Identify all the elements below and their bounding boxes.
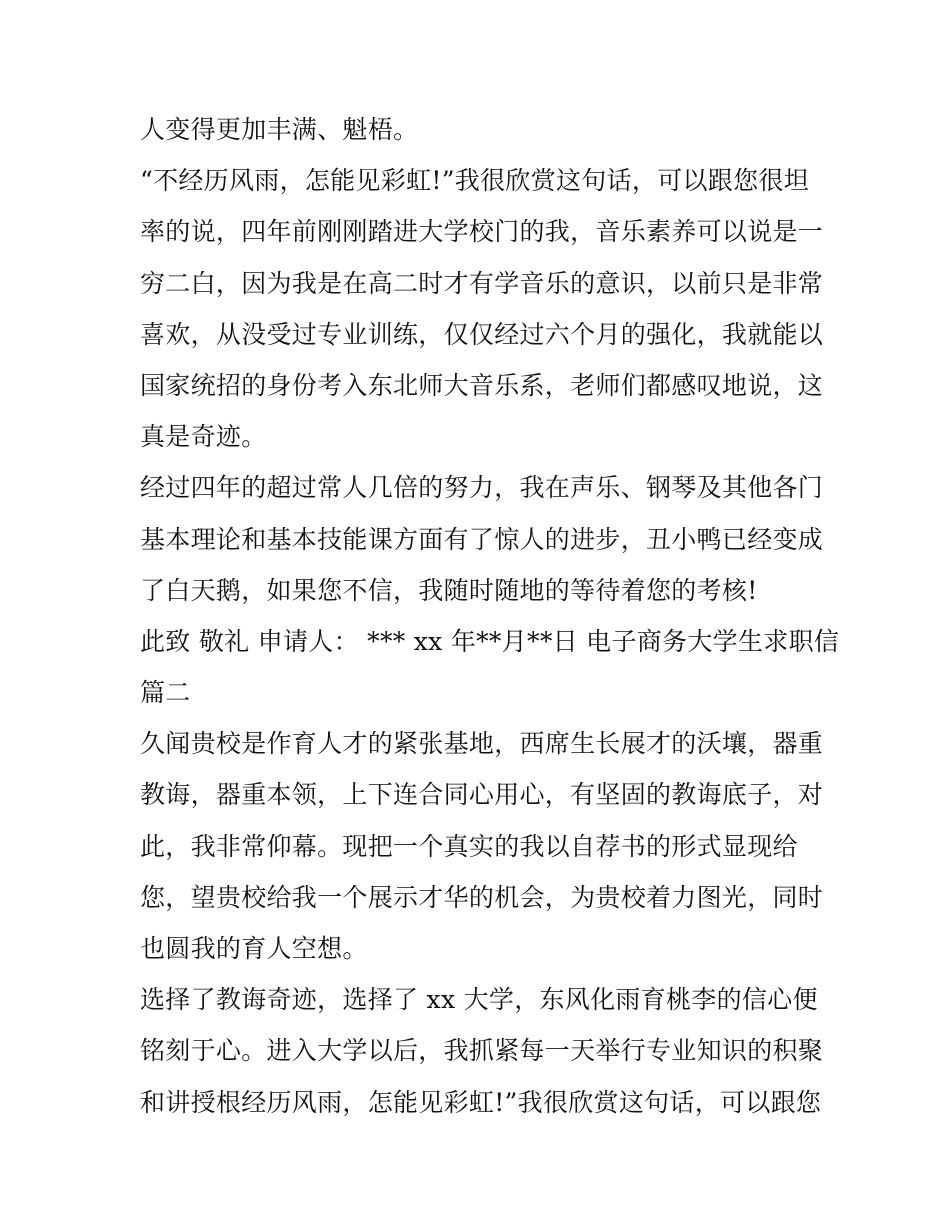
text-line: 喜欢，从没受过专业训练，仅仅经过六个月的强化，我就能以 — [140, 319, 824, 349]
text-line: 经过四年的超过常人几倍的努力，我在声乐、钢琴及其他各门 — [140, 473, 824, 503]
text-line: 铭刻于心。进入大学以后，我抓紧每一天举行专业知识的积聚 — [140, 1036, 824, 1066]
text-line: 人变得更加丰满、魁梧。 — [140, 115, 419, 144]
text-line: 久闻贵校是作育人才的紧张基地，西席生长展才的沃壤，器重 — [140, 729, 824, 759]
document-body — [140, 104, 840, 1128]
text-line: 教诲，器重本领，上下连合同心用心，有坚固的教诲底子，对 — [140, 780, 824, 810]
text-line: 国家统招的身份考入东北师大音乐系，老师们都感叹地说，这 — [140, 370, 824, 400]
text-line: 您，望贵校给我一个展示才华的机会，为贵校着力图光，同时 — [140, 882, 824, 912]
text-line: “不经历风雨，怎能见彩虹!”我很欣赏这句话，可以跟您很坦 — [140, 166, 810, 196]
text-line: 率的说，四年前刚刚踏进大学校门的我，音乐素养可以说是一 — [140, 217, 824, 247]
text-line: 此，我非常仰幕。现把一个真实的我以自荐书的形式显现给 — [140, 831, 798, 861]
text-line: 基本理论和基本技能课方面有了惊人的进步，丑小鸭已经变成 — [140, 524, 824, 554]
text-line: 也圆我的育人空想。 — [140, 934, 368, 963]
signature-line: 此致 敬礼 申请人： *** xx 年**月**日 电子商务大学生求职信 — [140, 626, 840, 656]
text-line: 穷二白，因为我是在高二时才有学音乐的意识，以前只是非常 — [140, 268, 824, 298]
text-line: 真是奇迹。 — [140, 422, 267, 452]
text-line: 了白天鹅，如果您不信，我随时随地的等待着您的考核! — [140, 575, 758, 605]
text-line: 和讲授根经历风雨，怎能见彩虹!”我很欣赏这句话，可以跟您 — [140, 1087, 822, 1117]
section-heading: 篇二 — [140, 678, 191, 708]
text-line: 选择了教诲奇迹，选择了 xx 大学，东风化雨育桃李的信心便 — [140, 985, 818, 1015]
